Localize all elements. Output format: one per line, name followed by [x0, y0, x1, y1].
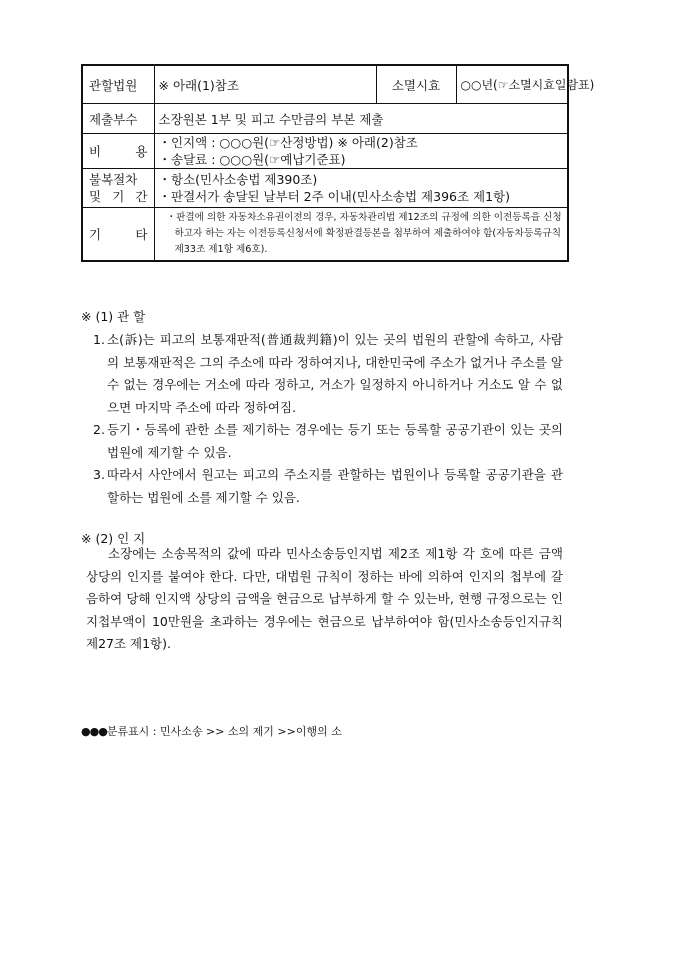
- appeal-label-line2: 및 기 간: [89, 189, 148, 204]
- section1-title: ※ (1) 관 할: [81, 309, 146, 324]
- other-note: ・판결에 의한 자동차소유권이전의 경우, 자동차관리법 제12조의 규정에 의한 이전등록을 신청하고자 하는 자는 이전등록신청서에 확정판결등본을 첨부하여 제출하여야 함(자동차등록규칙 제33조 제1항 제6호).: [166, 212, 562, 255]
- cost-label: 비 용: [82, 134, 154, 169]
- list-item-number: 3.: [93, 467, 105, 482]
- row-appeal: [82, 169, 568, 208]
- copies-value: 소장원본 1부 및 피고 수만큼의 부본 제출: [154, 104, 568, 134]
- appeal-label: [82, 169, 154, 208]
- section1-heading: [81, 307, 145, 325]
- list-item-text: 소(訴)는 피고의 보통재판적(普通裁判籍)이 있는 곳의 법원의 관할에 속하고, 사람의 보통재판적은 그의 주소에 따라 정하여지나, 대한민국에 주소가 없거나 주소를 알 수 없는 경우에는 거소에 따라 정하고, 거소가 일정하지 아니하거나 거소도 알 수 없으면 마지막 주소에 따라 정하여짐.: [107, 332, 563, 415]
- cost-value: [154, 134, 568, 169]
- classification-text: 분류표시 : 민사소송 >> 소의 제기 >>이행의 소: [106, 725, 342, 738]
- copies-label: 제출부수: [82, 104, 154, 134]
- row-cost: [82, 134, 568, 169]
- jurisdiction-list: [93, 329, 563, 509]
- list-item-number: 1.: [93, 332, 105, 347]
- limitation-label: 소멸시효: [376, 65, 456, 104]
- row-jurisdiction: [82, 65, 568, 104]
- jurisdiction-value: ※ 아래(1)참조: [154, 65, 376, 104]
- bullet-dots: ●●●: [81, 725, 107, 738]
- list-item: [93, 329, 563, 419]
- other-label: 기 타: [82, 208, 154, 262]
- row-copies: [82, 104, 568, 134]
- cost-stamp-line: ・인지액 : ○○○원(☞산정방법) ※ 아래(2)참조: [158, 135, 418, 150]
- appeal-value: [154, 169, 568, 208]
- list-item-number: 2.: [93, 422, 105, 437]
- jurisdiction-label: 관할법원: [82, 65, 154, 104]
- appeal-label-line1: 불복절차: [89, 172, 138, 187]
- list-item: [93, 419, 563, 464]
- other-value: [154, 208, 568, 262]
- info-table: [81, 64, 595, 262]
- list-item-text: 등기・등록에 관한 소를 제기하는 경우에는 등기 또는 등록할 공공기관이 있는 곳의 법원에 제기할 수 있음.: [107, 422, 563, 460]
- classification-footer: [81, 723, 342, 739]
- row-other: [82, 208, 568, 262]
- cost-delivery-line: ・송달료 : ○○○원(☞예납기준표): [158, 152, 346, 167]
- list-item-text: 따라서 사안에서 원고는 피고의 주소지를 관할하는 법원이나 등록할 공공기관을 관할하는 법원에 소를 제기할 수 있음.: [107, 467, 563, 505]
- section2-title: ※ (2) 인 지: [81, 531, 146, 546]
- limitation-value: ○○년(☞소멸시효일람표): [456, 65, 568, 104]
- section2-body: 소장에는 소송목적의 값에 따라 민사소송등인지법 제2조 제1항 각 호에 따른 금액 상당의 인지를 붙여야 한다. 다만, 대법원 규칙이 정하는 바에 의하여 인지의 첩부에 갈음하여 당해 인지액 상당의 금액을 현금으로 납부하게 할 수 있는바, 현행 규정으로는 인지첩부액이 10만원을 초과하는 경우에는 현금으로 납부하여야 함(민사소송등인지규칙 제27조 제1항).: [86, 546, 563, 651]
- list-item: [93, 464, 563, 509]
- appeal-line2: ・판결서가 송달된 날부터 2주 이내(민사소송법 제396조 제1항): [158, 189, 511, 204]
- appeal-line1: ・항소(민사소송법 제390조): [158, 172, 318, 187]
